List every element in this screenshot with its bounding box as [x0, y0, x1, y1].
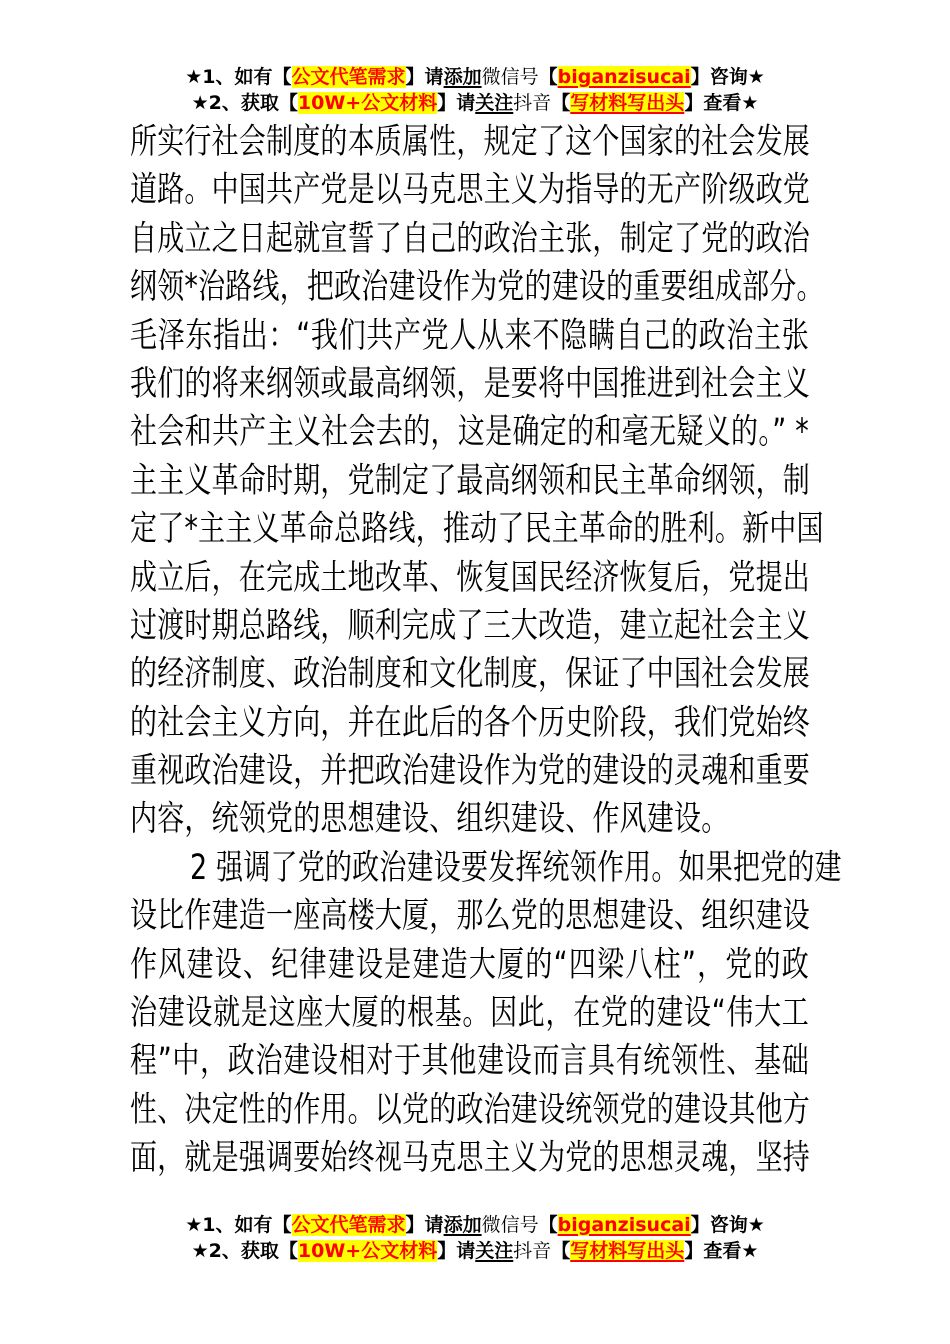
view-suffix: 】查看★ — [684, 92, 759, 114]
promo-line-2 — [0, 1238, 950, 1264]
highlight-writing-service: 公文代笔需求 — [291, 66, 406, 88]
highlight-douyin-account: 写材料写出头 — [570, 92, 685, 114]
document-line: 的经济制度、政治制度和文化制度，保证了中国社会发展 — [130, 654, 810, 695]
star-item-1-prefix: ★1、如有【 — [185, 66, 292, 88]
document-line: 治建设就是这座大厦的根基。因此，在党的建设“伟大工 — [130, 993, 809, 1034]
document-line: 过渡时期总路线，顺利完成了三大改造，建立起社会主义 — [130, 606, 810, 647]
highlight-writing-service: 公文代笔需求 — [291, 1214, 406, 1236]
document-line: 毛泽东指出：“我们共产党人从来不隐瞒自己的政治主张 — [130, 316, 809, 356]
star-item-2-prefix: ★2、获取【 — [191, 92, 298, 114]
document-line: 定了*主主义革命总路线，推动了民主革命的胜利。新中国 — [130, 509, 824, 550]
open-bracket-1: 【 — [538, 1214, 558, 1236]
highlight-wechat-id: biganzisucai — [557, 66, 691, 88]
highlight-wechat-id: biganzisucai — [557, 1214, 691, 1236]
promo-banner-bottom — [0, 1212, 950, 1264]
follow-action-underlined: 关注 — [475, 1240, 514, 1262]
document-line: 面，就是强调要始终视马克思主义为党的思想灵魂，坚持 — [130, 1138, 810, 1179]
consult-suffix: 】咨询★ — [690, 1214, 765, 1236]
highlight-material-pack: 10W+公文材料 — [297, 1240, 438, 1262]
document-line: 作风建设、纪律建设是建造大厦的“四梁八柱”，党的政 — [130, 945, 809, 985]
open-bracket-2: 【 — [551, 92, 571, 114]
document-line: 内容，统领党的思想建设、组织建设、作风建设。 — [130, 799, 729, 840]
document-line: 2 强调了党的政治建设要发挥统领作用。如果把党的建 — [190, 848, 842, 889]
promo-line-1 — [0, 64, 950, 90]
open-bracket-2: 【 — [551, 1240, 571, 1262]
add-action-underlined: 添加 — [443, 1214, 482, 1236]
add-action-underlined: 添加 — [443, 66, 482, 88]
document-line: 重视政治建设，并把政治建设作为党的建设的灵魂和重要 — [130, 751, 810, 792]
promo-line-1 — [0, 1212, 950, 1238]
document-line: 程”中，政治建设相对于其他建设而言具有统领性、基础 — [130, 1041, 809, 1082]
bracket-please-2: 】请 — [437, 1240, 476, 1262]
document-line: 纲领*治路线，把政治建设作为党的建设的重要组成部分。 — [130, 267, 824, 308]
document-line: 自成立之日起就宣誓了自己的政治主张，制定了党的政治 — [130, 219, 810, 259]
bracket-please-1: 】请 — [405, 1214, 444, 1236]
document-line: 我们的将来纲领或最高纲领，是要将中国推进到社会主义 — [130, 364, 810, 405]
douyin-label: 抖音 — [513, 92, 552, 114]
star-item-2-prefix: ★2、获取【 — [191, 1240, 298, 1262]
document-line: 所实行社会制度的本质属性，规定了这个国家的社会发展 — [130, 122, 810, 163]
consult-suffix: 】咨询★ — [690, 66, 765, 88]
document-line: 设比作建造一座高楼大厦，那么党的思想建设、组织建设 — [130, 896, 810, 937]
document-line: 性、决定性的作用。以党的政治建设统领党的建设其他方 — [130, 1090, 810, 1130]
document-line: 成立后，在完成土地改革、恢复国民经济恢复后，党提出 — [130, 557, 810, 598]
wechat-label: 微信号 — [481, 66, 539, 88]
star-item-1-prefix: ★1、如有【 — [185, 1214, 292, 1236]
document-body — [130, 119, 842, 1184]
document-line: 社会和共产主义社会去的，这是确定的和毫无疑义的。” * — [130, 412, 809, 453]
promo-banner-top — [0, 64, 950, 116]
bracket-please-2: 】请 — [437, 92, 476, 114]
wechat-label: 微信号 — [481, 1214, 539, 1236]
view-suffix: 】查看★ — [684, 1240, 759, 1262]
douyin-label: 抖音 — [513, 1240, 552, 1262]
document-line: 主主义革命时期，党制定了最高纲领和民主革命纲领，制 — [130, 461, 810, 501]
open-bracket-1: 【 — [538, 66, 558, 88]
document-line: 道路。中国共产党是以马克思主义为指导的无产阶级政党 — [130, 170, 810, 211]
highlight-douyin-account: 写材料写出头 — [570, 1240, 685, 1262]
document-line: 的社会主义方向，并在此后的各个历史阶段，我们党始终 — [130, 703, 810, 743]
follow-action-underlined: 关注 — [475, 92, 514, 114]
bracket-please-1: 】请 — [405, 66, 444, 88]
highlight-material-pack: 10W+公文材料 — [297, 92, 438, 114]
